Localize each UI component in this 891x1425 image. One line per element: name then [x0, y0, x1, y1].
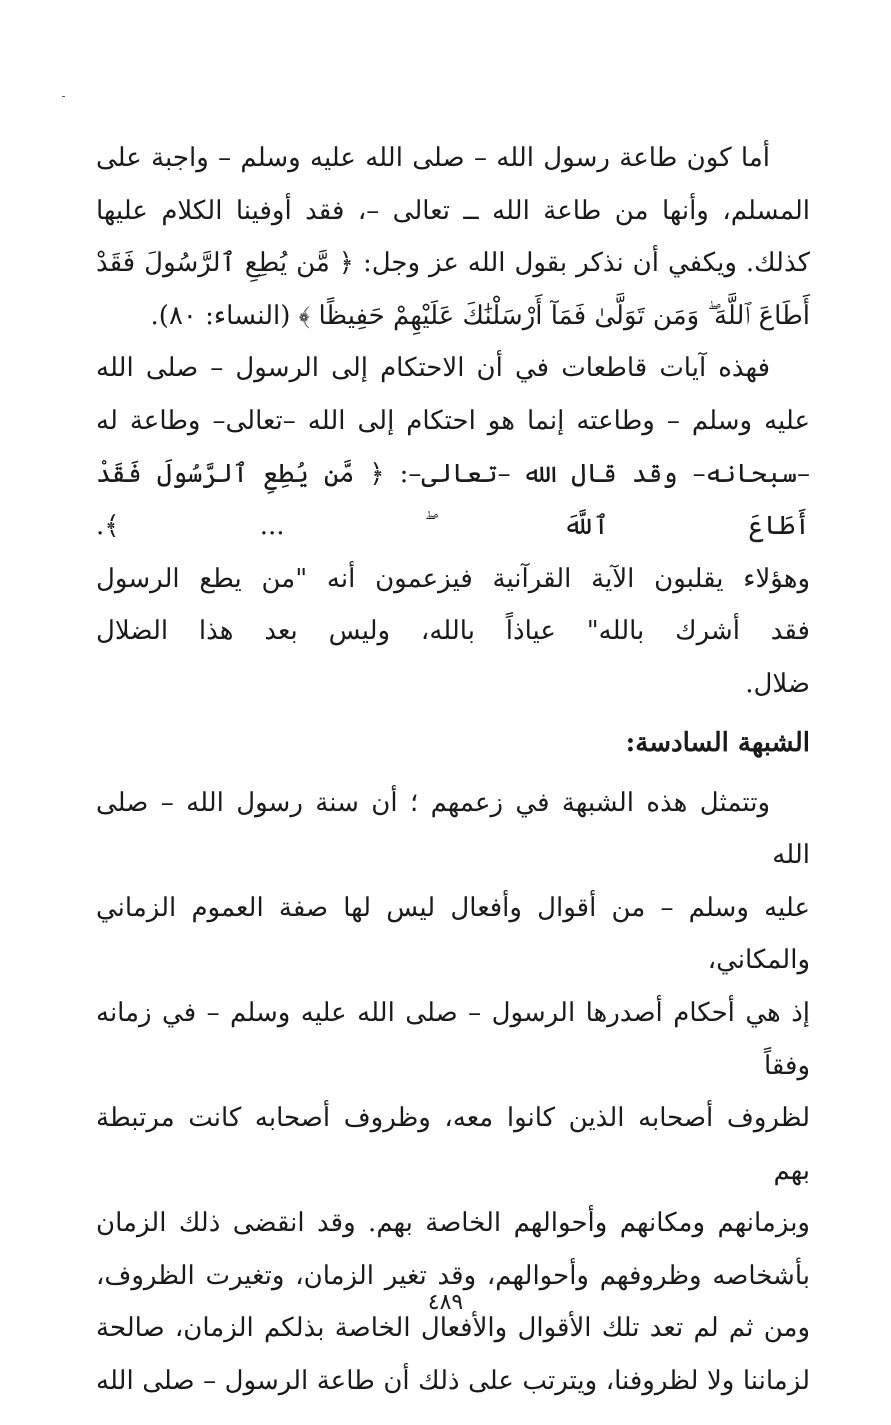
text-line: المسلم، وأنها من طاعة الله ــ تعالى –، فقد أوفينا الكلام عليها [96, 195, 810, 226]
page-number: ٤٨٩ [427, 1290, 464, 1315]
text-line: وتتمثل هذه الشبهة في زعمهم ؛ أن سنة رسول الله – صلى الله [96, 787, 810, 871]
text-line: ومن ثم لم تعد تلك الأقوال والأفعال الخاصة بذلكم الزمان، صالحة [96, 1313, 810, 1344]
text-line: فهذه آيات قاطعات في أن الاحتكام إلى الرسول – صلى الله [96, 353, 770, 384]
page-body [96, 132, 810, 1408]
text-line: وهؤلاء يقلبون الآية القرآنية فيزعمون أنه "من يطع الرسول [96, 563, 810, 594]
section-heading: الشبهة السادسة: [625, 727, 810, 758]
text-line: لظروف أصحابه الذين كانوا معه، وظروف أصحابه كانت مرتبطة بهم [96, 1103, 810, 1186]
text-line: –سبحانه– وقد قال الله –تعالى–: ﴿ مَّن يُطِعِ ٱلرَّسُولَ فَقَدْ أَطَاعَ ٱللَّهَ ۖ ... ﴾. [96, 458, 810, 542]
text-line: أَطَاعَ ٱللَّهَ ۖ وَمَن تَوَلَّىٰ فَمَآ أَرْسَلْنَٰكَ عَلَيْهِمْ حَفِيظًا ﴾ (النساء: ٨٠). [150, 300, 810, 331]
scan-mark [62, 96, 65, 97]
text-line: ضلال. [745, 668, 810, 699]
text-line: كذلك. ويكفي أن نذكر بقول الله عز وجل: ﴿ مَّن يُطِعِ ٱلرَّسُولَ فَقَدْ [96, 248, 810, 279]
text-line: وبزمانهم ومكانهم وأحوالهم الخاصة بهم. وقد انقضى ذلك الزمان [96, 1208, 810, 1239]
text-line: بأشخاصه وظروفهم وأحوالهم، وقد تغير الزمان، وتغيرت الظروف، [96, 1260, 810, 1291]
paragraph-2 [96, 342, 810, 710]
text-line: أما كون طاعة رسول الله – صلى الله عليه وسلم – واجبة على [96, 143, 770, 173]
text-line: لزماننا ولا لظروفنا، ويترتب على ذلك أن طاعة الرسول – صلى الله [96, 1366, 811, 1397]
text-line: عليه وسلم – من أقوال وأفعال ليس لها صفة العموم الزماني والمكاني، [96, 892, 810, 976]
text-line: إذ هي أحكام أصدرها الرسول – صلى الله عليه وسلم – في زمانه وفقاً [96, 997, 810, 1081]
text-line: فقد أشرك بالله" عياذاً بالله، وليس بعد هذا الضلال [96, 616, 810, 647]
paragraph-1 [96, 132, 810, 342]
text-line: عليه وسلم – وطاعته إنما هو احتكام إلى الله –تعالى– وطاعة له [96, 405, 810, 436]
